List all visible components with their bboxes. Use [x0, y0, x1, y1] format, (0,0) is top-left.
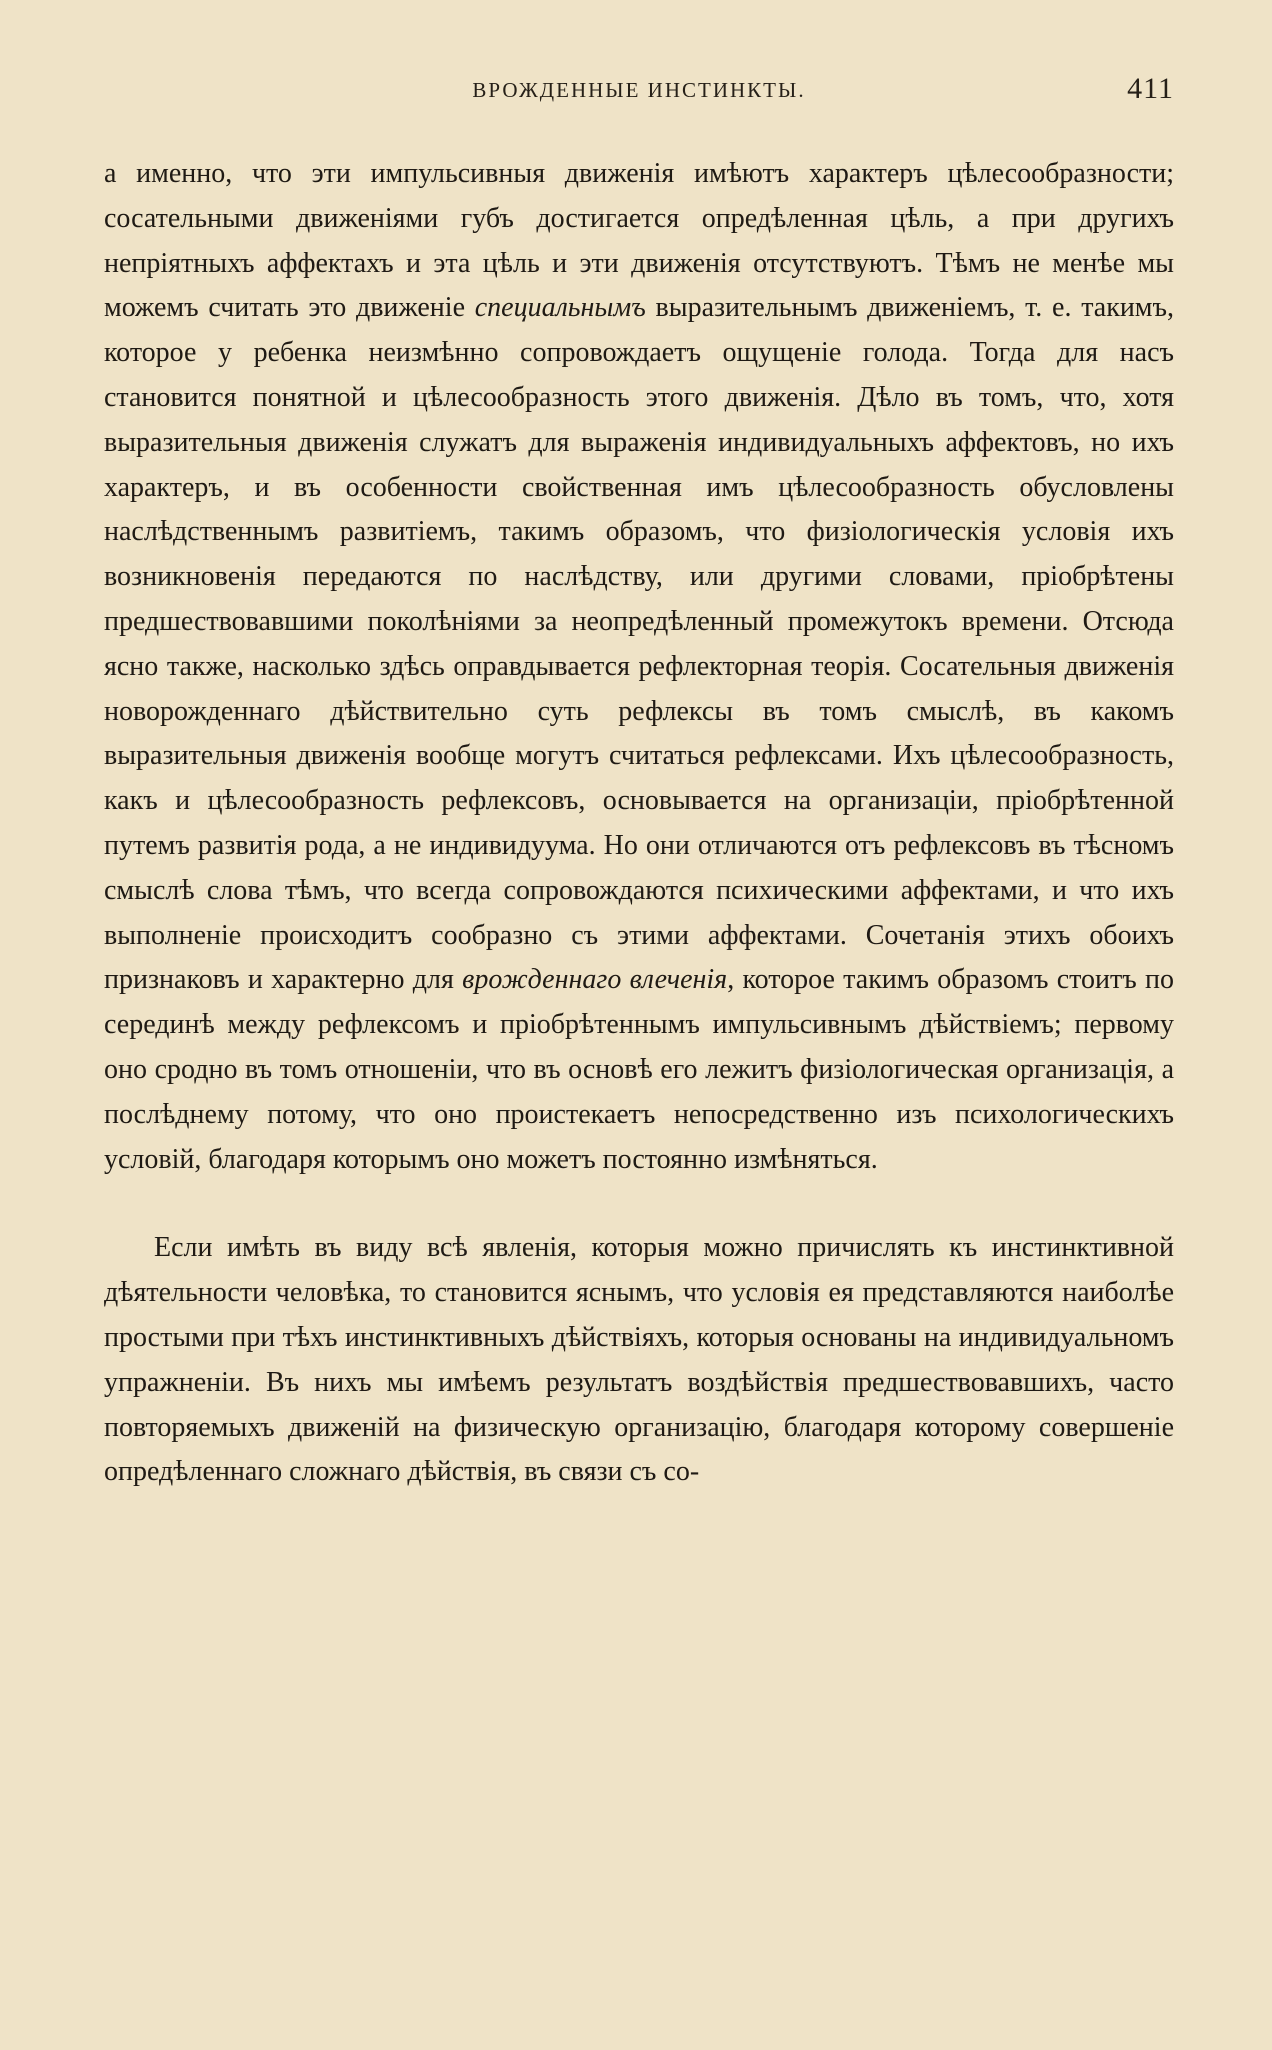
paragraph-1-italic-2: врожденнаго влеченiя — [462, 964, 728, 996]
paragraph-1 — [104, 152, 1174, 1182]
page-header — [104, 74, 1174, 114]
paragraph-1-text-2: выразительнымъ движенiемъ, т. е. такимъ, которое у ребенка неизмѣнно сопровождаетъ ощущенiе голода. Тогда для насъ становится понятной и цѣлесообразность этого движенiя. Дѣло въ томъ, что, хотя выразительныя движенiя служатъ для выраженiя индивидуальныхъ аффектовъ, но ихъ характеръ, и въ особенности свойственная имъ цѣлесообразность обусловлены наслѣдственнымъ развитiемъ, такимъ образомъ, что физiологическiя условiя ихъ возникновенiя передаются по наслѣдству, или другими словами, прiобрѣтены предшествовавшими поколѣнiями за неопредѣленный промежутокъ времени. Отсюда ясно также, насколько здѣсь оправдывается рефлекторная теорiя. Сосательныя движенiя новорожденнаго дѣйствительно суть рефлексы въ томъ смыслѣ, въ какомъ выразительныя движенiя вообще могутъ считаться рефлексами. Ихъ цѣлесообразность, какъ и цѣлесообразность рефлексовъ, основывается на организацiи, прiобрѣтенной путемъ развитiя рода, а не индивидуума. Но они отличаются отъ рефлексовъ въ тѣсномъ смыслѣ слова тѣмъ, что всегда сопровождаются психическими аффектами, и что ихъ выполненiе происходитъ сообразно съ этими аффектами. Сочетанiя этихъ обоихъ признаковъ и характерно для — [104, 292, 1174, 996]
paragraph-2 — [104, 1226, 1174, 1495]
paragraph-1-text-3: , которое такимъ образомъ стоитъ по серединѣ между рефлексомъ и прiобрѣтеннымъ импульсивнымъ дѣйствiемъ; первому оно сродно въ томъ отношенiи, что въ основѣ его лежитъ физiологическая организацiя, а послѣднему потому, что оно проистекаетъ непосредственно изъ психологическихъ условiй, благодаря которымъ оно можетъ постоянно измѣняться. — [104, 964, 1175, 1175]
paragraph-1-italic-1: специальнымъ — [474, 292, 646, 324]
body-text — [104, 152, 1174, 1495]
running-head: ВРОЖДЕННЫЕ ИНСТИНКТЫ. — [472, 78, 806, 102]
paragraph-1-text-1: а именно, что эти импульсивныя движенiя имѣютъ характеръ цѣлесообразности; сосательными движенiями губъ достигается опредѣленная цѣль, а при другихъ непрiятныхъ аффектахъ и эта цѣль и эти движенiя отсутствуютъ. Тѣмъ не менѣе мы можемъ считать это движенiе — [104, 158, 1174, 324]
paragraph-2-text-1: Если имѣть въ виду всѣ явленiя, которыя можно причислять къ инстинктивной дѣятельности человѣка, то становится яснымъ, что условiя ея представляются наиболѣе простыми при тѣхъ инстинктивныхъ дѣйствiяхъ, которыя основаны на индивидуальномъ упражненiи. Въ нихъ мы имѣемъ результатъ воздѣйствiя предшествовавшихъ, часто повторяемыхъ движенiй на физическую организацiю, благодаря которому совершенiе опредѣленнаго сложнаго дѣйствiя, въ связи съ со- — [104, 1232, 1174, 1488]
page-number: 411 — [1127, 72, 1174, 105]
